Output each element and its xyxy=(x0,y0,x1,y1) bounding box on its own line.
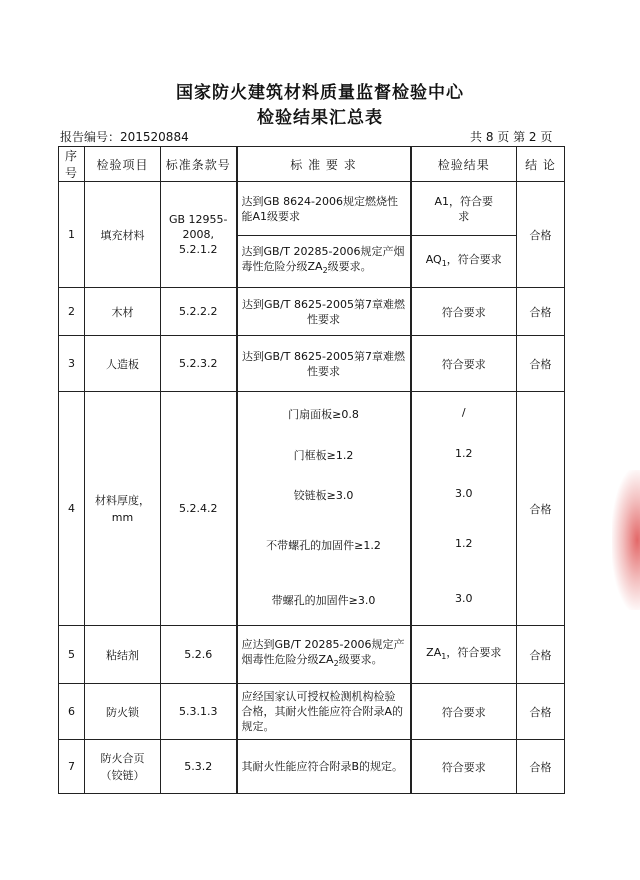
row-no: 5 xyxy=(59,626,85,684)
table-row xyxy=(59,684,565,740)
row-requirement: 其耐火性能应符合附录B的规定。 xyxy=(237,740,411,794)
row-clause: 5.2.3.2 xyxy=(161,336,237,392)
row-result: A1，符合要求 xyxy=(411,182,517,236)
result-subscript: 1 xyxy=(441,259,447,269)
row-clause: GB 12955-2008, 5.2.1.2 xyxy=(161,182,237,288)
row-no: 4 xyxy=(59,392,85,626)
row-result xyxy=(411,236,517,288)
row-conclusion: 合格 xyxy=(517,392,565,626)
page-title: 检验结果汇总表 xyxy=(257,108,383,128)
row-conclusion: 合格 xyxy=(517,626,565,684)
table-row xyxy=(59,182,565,236)
row-item: 人造板 xyxy=(85,336,161,392)
sub-requirement: 带螺孔的加固件≥3.0 xyxy=(271,594,376,607)
req-text: 达到GB/T 20285-2006规定产烟毒性危险分级ZA xyxy=(241,245,405,274)
row-requirement xyxy=(237,626,411,684)
row-conclusion: 合格 xyxy=(517,336,565,392)
sub-result: 3.0 xyxy=(455,487,473,500)
row-result: 符合要求 xyxy=(411,684,517,740)
header-requirement: 标 准 要 求 xyxy=(237,147,411,182)
row-requirement-list xyxy=(237,392,411,626)
sub-requirement: 铰链板≥3.0 xyxy=(293,489,354,502)
row-requirement: 达到GB/T 8625-2005第7章难燃性要求 xyxy=(237,288,411,336)
row-requirement: 达到GB/T 8625-2005第7章难燃性要求 xyxy=(237,336,411,392)
header-result: 检验结果 xyxy=(411,147,517,182)
row-no: 2 xyxy=(59,288,85,336)
table-row xyxy=(59,392,565,626)
row-clause: 5.3.2 xyxy=(161,740,237,794)
sub-requirement: 门框板≥1.2 xyxy=(293,449,354,462)
row-result: 符合要求 xyxy=(411,336,517,392)
result-text: AQ xyxy=(425,252,442,266)
sub-result: / xyxy=(461,406,466,419)
row-clause: 5.2.2.2 xyxy=(161,288,237,336)
row-requirement: 应经国家认可授权检测机构检验合格，其耐火性能应符合附录A的规定。 xyxy=(237,684,411,740)
result-subscript: 1 xyxy=(441,652,447,662)
red-seal-stamp xyxy=(612,470,640,610)
req-subscript: 2 xyxy=(322,266,328,276)
row-item: 木材 xyxy=(85,288,161,336)
row-no: 6 xyxy=(59,684,85,740)
sub-result: 1.2 xyxy=(455,447,473,460)
row-requirement xyxy=(237,236,411,288)
header-item: 检验项目 xyxy=(85,147,161,182)
row-item: 防火锁 xyxy=(85,684,161,740)
table-row xyxy=(59,336,565,392)
table-row xyxy=(59,288,565,336)
req-text-end: 级要求。 xyxy=(327,260,372,274)
table-header xyxy=(59,147,565,182)
sub-requirement: 门扇面板≥0.8 xyxy=(288,408,359,421)
page-count: 共 8 页 第 2 页 xyxy=(470,130,553,144)
row-clause: 5.3.1.3 xyxy=(161,684,237,740)
row-no: 7 xyxy=(59,740,85,794)
header-no: 序号 xyxy=(59,147,85,182)
req-text-end: 级要求。 xyxy=(338,653,383,667)
result-text-end: ，符合要求 xyxy=(446,252,502,266)
sub-result: 3.0 xyxy=(455,592,473,605)
row-item: 材料厚度，mm xyxy=(85,392,161,626)
row-conclusion: 合格 xyxy=(517,684,565,740)
table-row xyxy=(59,740,565,794)
result-text-end: ，符合要求 xyxy=(446,645,502,659)
report-number: 报告编号：201520884 xyxy=(60,130,189,144)
header-clause: 标准条款号 xyxy=(161,147,237,182)
row-no: 1 xyxy=(59,182,85,288)
row-conclusion: 合格 xyxy=(517,288,565,336)
req-subscript: 2 xyxy=(333,659,339,669)
row-conclusion: 合格 xyxy=(517,182,565,288)
row-clause: 5.2.4.2 xyxy=(161,392,237,626)
row-clause: 5.2.6 xyxy=(161,626,237,684)
row-item: 粘结剂 xyxy=(85,626,161,684)
row-requirement: 达到GB 8624-2006规定燃烧性能A1级要求 xyxy=(237,182,411,236)
org-title: 国家防火建筑材料质量监督检验中心 xyxy=(176,83,464,103)
row-item: 防火合页（铰链） xyxy=(85,740,161,794)
row-item: 填充材料 xyxy=(85,182,161,288)
row-conclusion: 合格 xyxy=(517,740,565,794)
result-text: ZA xyxy=(426,645,442,659)
sub-result: 1.2 xyxy=(455,537,473,550)
row-result: 符合要求 xyxy=(411,740,517,794)
header-conclusion: 结 论 xyxy=(517,147,565,182)
row-result-list xyxy=(411,392,517,626)
results-table xyxy=(58,146,565,794)
row-result: 符合要求 xyxy=(411,288,517,336)
req-text: 应达到GB/T 20285-2006规定产烟毒性危险分级ZA xyxy=(241,638,405,667)
table-row xyxy=(59,626,565,684)
row-no: 3 xyxy=(59,336,85,392)
row-result xyxy=(411,626,517,684)
sub-requirement: 不带螺孔的加固件≥1.2 xyxy=(266,539,381,552)
